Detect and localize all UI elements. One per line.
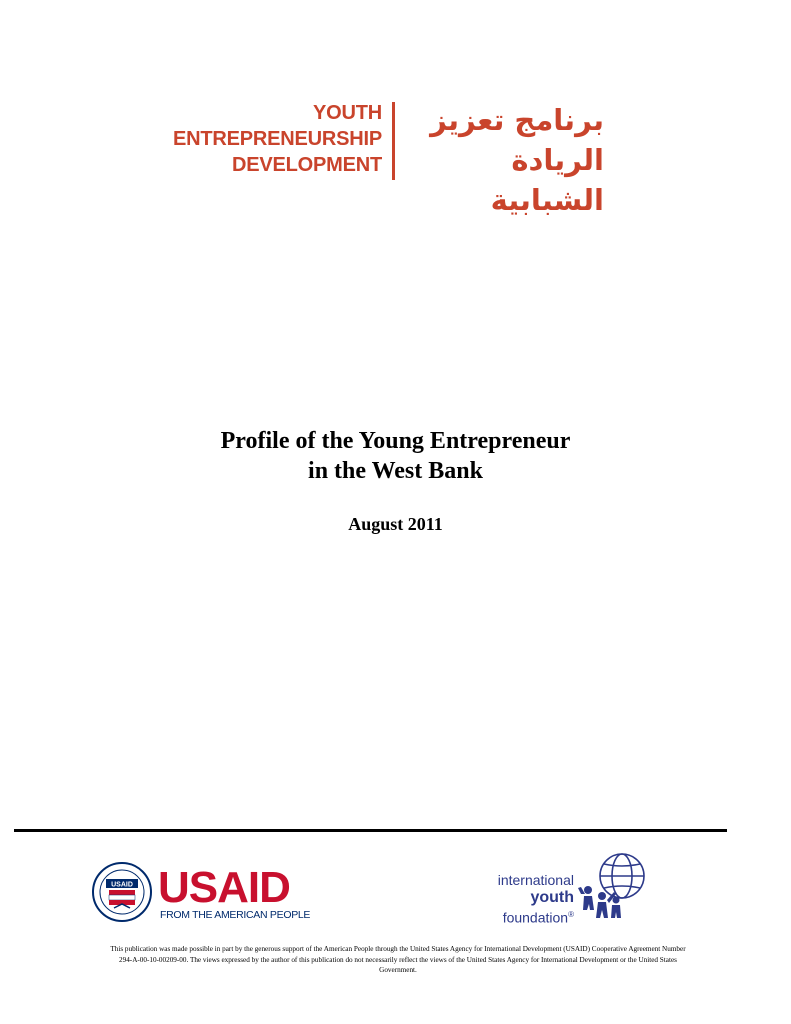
logo-arabic-line-1: برنامج تعزيز bbox=[430, 103, 604, 137]
funding-disclaimer: This publication was made possible in part by the generous support of the American People through the United States Agency for International Development (USAID) Cooperative Agreement Number 294-A-00-10-00209-00. The views expressed by the author of this publication do not necessarily reflect the views of the United States Agency for International Development or the United States Government. bbox=[110, 945, 686, 974]
program-logo-arabic bbox=[404, 100, 604, 220]
usaid-name: USAID bbox=[158, 863, 290, 912]
document-date: August 2011 bbox=[348, 514, 443, 534]
iyf-globe-figures-icon bbox=[578, 850, 650, 926]
logo-line-development: DEVELOPMENT bbox=[231, 154, 382, 176]
logo-divider bbox=[392, 102, 395, 180]
iyf-line-foundation-wrap bbox=[470, 906, 574, 927]
program-logo bbox=[150, 100, 610, 217]
logo-line-youth: YOUTH bbox=[312, 102, 382, 124]
iyf-line-international: international bbox=[497, 872, 574, 888]
document-title-line-1: Profile of the Young Entrepreneur bbox=[220, 428, 571, 454]
usaid-tagline: FROM THE AMERICAN PEOPLE bbox=[160, 909, 311, 921]
iyf-line-youth: youth bbox=[530, 889, 574, 906]
iyf-registered-mark: ® bbox=[568, 910, 574, 919]
logo-line-entrepreneurship: ENTREPRENEURSHIP bbox=[172, 128, 382, 150]
iyf-line-foundation: foundation bbox=[502, 909, 569, 926]
usaid-seal-icon bbox=[92, 862, 152, 922]
usaid-wordmark bbox=[158, 863, 290, 912]
program-logo-english bbox=[150, 100, 382, 178]
iyf-wordmark bbox=[470, 872, 574, 927]
document-title-line-2: in the West Bank bbox=[308, 458, 483, 484]
footer-divider bbox=[14, 829, 727, 832]
usaid-seal-text: USAID bbox=[111, 881, 133, 889]
logo-arabic-line-2: الريادة الشبابية bbox=[490, 143, 604, 217]
